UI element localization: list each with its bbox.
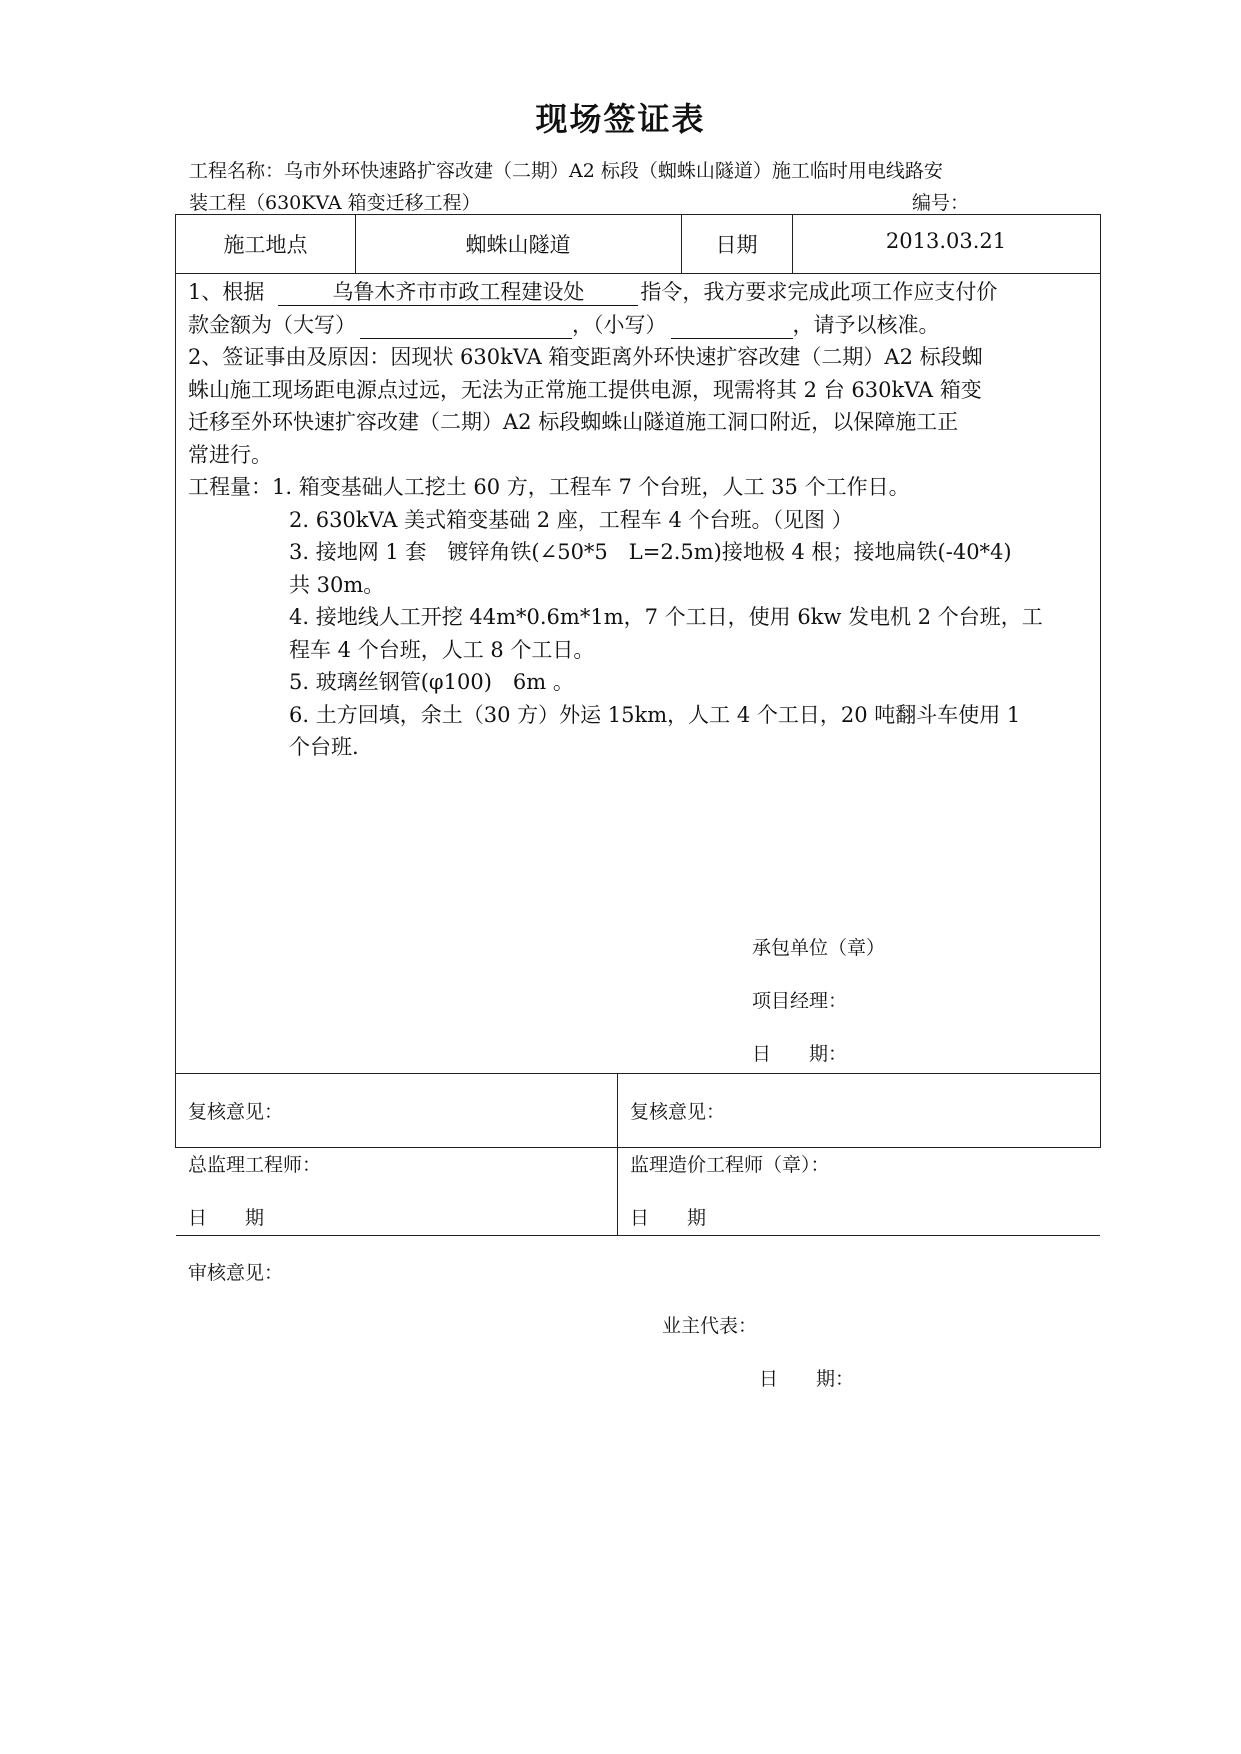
issuing-organization: 乌鲁木齐市市政工程建设处 bbox=[278, 279, 638, 306]
row-divider bbox=[176, 273, 1100, 274]
page-title: 现场签证表 bbox=[535, 100, 706, 138]
date-value: 2013.03.21 bbox=[885, 229, 1007, 253]
reason-line: 常进行。 bbox=[188, 442, 272, 467]
contractor-unit-label: 承包单位（章） bbox=[752, 937, 886, 959]
reason-line: 2、签证事由及原因：因现状 630kVA 箱变距离外环快速扩容改建（二期）A2 标段蜘 bbox=[188, 345, 983, 369]
quantity-label: 工程量： bbox=[188, 475, 272, 499]
cost-engineer-label: 监理造价工程师（章）： bbox=[630, 1154, 830, 1176]
chief-supervisor-label: 总监理工程师： bbox=[188, 1154, 322, 1176]
review-date-right: 日 期 bbox=[630, 1207, 707, 1229]
visa-form-table bbox=[175, 214, 1101, 1390]
review-opinion-left: 复核意见： bbox=[188, 1101, 284, 1123]
amount-small-blank bbox=[671, 312, 793, 339]
owner-representative-label: 业主代表： bbox=[662, 1315, 758, 1337]
audit-date-label: 日 期： bbox=[759, 1368, 855, 1390]
quantity-text: 1. 箱变基础人工挖土 60 方，工程车 7 个台班，人工 35 个工作日。 bbox=[272, 475, 910, 499]
audit-opinion-label: 审核意见： bbox=[188, 1262, 284, 1284]
project-manager-label: 项目经理： bbox=[752, 990, 848, 1012]
quantity-item: 个台班. bbox=[289, 735, 359, 759]
date-label: 日期 bbox=[715, 233, 758, 257]
serial-number-label: 编号： bbox=[912, 192, 970, 214]
quantity-item: 5. 玻璃丝钢管(φ100) 6m 。 bbox=[289, 670, 574, 694]
review-date-left: 日 期 bbox=[188, 1207, 265, 1229]
contractor-date-label: 日 期： bbox=[752, 1043, 848, 1065]
amount-suffix: ，请予以核准。 bbox=[792, 312, 940, 337]
visa-content bbox=[188, 276, 1093, 764]
review-opinion-right: 复核意见： bbox=[630, 1101, 726, 1123]
reason-line: 迁移至外环快速扩容改建（二期）A2 标段蜘蛛山隧道施工洞口附近，以保障施工正 bbox=[188, 410, 959, 434]
quantity-item: 程车 4 个台班，人工 8 个工日。 bbox=[289, 637, 595, 662]
col-divider bbox=[617, 1073, 618, 1235]
project-name-line-1: 工程名称：乌市外环快速路扩容改建（二期）A2 标段（蜘蛛山隧道）施工临时用电线路安 bbox=[189, 160, 943, 182]
instruction-line bbox=[188, 276, 1093, 309]
amount-small-label: ，（小写） bbox=[572, 312, 667, 337]
amount-capital-label: 款金额为（大写） bbox=[188, 312, 356, 337]
quantity-item: 6. 土方回填，余土（30 方）外运 15km，人工 4 个工日，20 吨翻斗车使用 1 bbox=[289, 702, 1021, 727]
row-divider bbox=[176, 1235, 1100, 1236]
project-name-line-2: 装工程（630KVA 箱变迁移工程） bbox=[189, 192, 481, 214]
row-divider bbox=[176, 1073, 1100, 1074]
instruction-prefix: 1、根据 bbox=[188, 280, 265, 304]
quantity-item: 4. 接地线人工开挖 44m*0.6m*1m，7 个工日，使用 6kw 发电机 2 个台班，工 bbox=[289, 605, 1043, 629]
quantity-item bbox=[188, 471, 1093, 504]
instruction-suffix: 指令，我方要求完成此项工作应支付价 bbox=[640, 280, 998, 304]
quantity-item: 共 30m。 bbox=[289, 572, 385, 597]
amount-capital-blank bbox=[360, 312, 572, 339]
location-label: 施工地点 bbox=[223, 233, 308, 257]
quantity-item: 3. 接地网 1 套 镀锌角铁(∠50*5 L=2.5m)接地极 4 根；接地扁铁(-40*4) bbox=[289, 540, 1012, 564]
reason-line: 蛛山施工现场距电源点过远，无法为正常施工提供电源，现需将其 2 台 630kVA 箱变 bbox=[188, 377, 982, 402]
quantity-item: 2. 630kVA 美式箱变基础 2 座，工程车 4 个台班。（见图 ） bbox=[289, 507, 853, 532]
amount-line bbox=[188, 309, 1093, 342]
location-value: 蜘蛛山隧道 bbox=[465, 233, 571, 257]
